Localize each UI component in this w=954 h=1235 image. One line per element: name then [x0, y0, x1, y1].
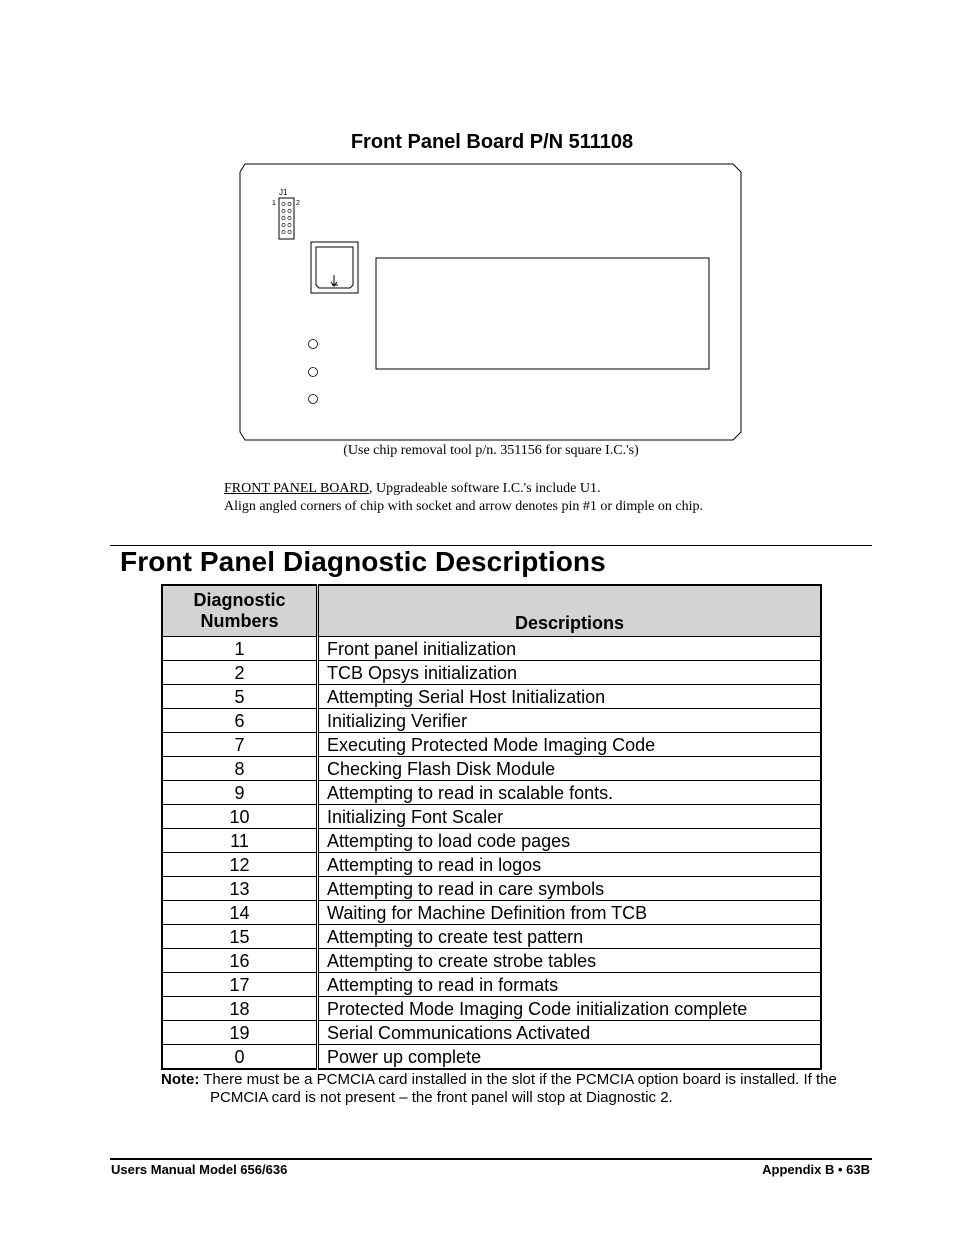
diagnostic-description: TCB Opsys initialization: [318, 661, 822, 685]
diagnostic-number: 1: [162, 637, 318, 661]
pin2-label: 2: [296, 200, 300, 207]
diagnostic-description: Attempting to read in scalable fonts.: [318, 781, 822, 805]
header-number-line2: Numbers: [200, 611, 279, 631]
diagnostic-number: 12: [162, 853, 318, 877]
diagnostic-description: Waiting for Machine Definition from TCB: [318, 901, 822, 925]
table-row: [162, 733, 821, 757]
table-row: [162, 1021, 821, 1045]
figure-note-line1: , Upgradeable software I.C.'s include U1.: [368, 481, 601, 496]
note-line2: PCMCIA card is not present – the front panel will stop at Diagnostic 2.: [210, 1089, 673, 1106]
table-row: [162, 901, 821, 925]
diagnostic-description: Executing Protected Mode Imaging Code: [318, 733, 822, 757]
diagnostic-description: Attempting to read in formats: [318, 973, 822, 997]
footer-divider: [110, 1158, 872, 1160]
diagnostic-number: 7: [162, 733, 318, 757]
header-diagnostic-numbers: [162, 585, 318, 637]
diagnostic-number: 10: [162, 805, 318, 829]
diagnostic-number: 15: [162, 925, 318, 949]
diagnostic-description: Initializing Font Scaler: [318, 805, 822, 829]
header-number-line1: Diagnostic: [193, 590, 286, 610]
diagnostic-number: 16: [162, 949, 318, 973]
diagnostic-description: Attempting to create test pattern: [318, 925, 822, 949]
figure-title: Front Panel Board P/N 511108: [350, 131, 634, 153]
table-row: [162, 925, 821, 949]
diagnostic-number: 5: [162, 685, 318, 709]
note: [161, 1071, 876, 1107]
table-row: [162, 685, 821, 709]
diagnostic-number: 17: [162, 973, 318, 997]
display-window: [376, 258, 709, 369]
header-descriptions: Descriptions: [318, 585, 822, 637]
footer-page-number: Appendix B • 63B: [762, 1162, 870, 1177]
note-line1: There must be a PCMCIA card installed in the slot if the PCMCIA option board is installed. If the: [199, 1071, 837, 1088]
diagnostic-table: [161, 584, 822, 1070]
j1-label: J1: [279, 188, 288, 197]
table-row: [162, 757, 821, 781]
table-row: [162, 853, 821, 877]
diagnostic-number: 19: [162, 1021, 318, 1045]
diagnostic-description: Initializing Verifier: [318, 709, 822, 733]
board-outline: [240, 164, 741, 440]
diagnostic-number: 2: [162, 661, 318, 685]
diagnostic-number: 11: [162, 829, 318, 853]
section-title: Front Panel Diagnostic Descriptions: [120, 546, 606, 577]
diagnostic-description: Power up complete: [318, 1045, 822, 1070]
j1-connector: [279, 198, 294, 239]
footer-manual-title: Users Manual Model 656/636: [111, 1162, 288, 1177]
figure-note-underlined: FRONT PANEL BOARD: [224, 481, 369, 496]
diagnostic-number: 13: [162, 877, 318, 901]
table-row: [162, 997, 821, 1021]
diagnostic-description: Attempting to read in logos: [318, 853, 822, 877]
table-row: [162, 829, 821, 853]
figure-note-line2: Align angled corners of chip with socket and arrow denotes pin #1 or dimple on chip.: [224, 499, 703, 514]
table-row: [162, 805, 821, 829]
diagnostic-description: Attempting Serial Host Initialization: [318, 685, 822, 709]
diagnostic-description: Attempting to load code pages: [318, 829, 822, 853]
table-row: [162, 949, 821, 973]
table-row: [162, 709, 821, 733]
diagnostic-number: 14: [162, 901, 318, 925]
diagnostic-description: Checking Flash Disk Module: [318, 757, 822, 781]
table-row: [162, 877, 821, 901]
led-3: [309, 395, 318, 404]
pin1-arrow-icon: [331, 275, 338, 286]
figure-caption: (Use chip removal tool p/n. 351156 for square I.C.'s): [343, 443, 639, 458]
j1-pins: [282, 202, 291, 233]
table-row: [162, 781, 821, 805]
diagnostic-description: Attempting to read in care symbols: [318, 877, 822, 901]
diagnostic-number: 18: [162, 997, 318, 1021]
diagnostic-description: Attempting to create strobe tables: [318, 949, 822, 973]
diagnostic-number: 9: [162, 781, 318, 805]
led-2: [309, 368, 318, 377]
table-row: [162, 973, 821, 997]
pin1-label: 1: [272, 200, 276, 207]
diagnostic-description: Serial Communications Activated: [318, 1021, 822, 1045]
table-header-row: [162, 585, 821, 637]
diagnostic-number: 6: [162, 709, 318, 733]
led-1: [309, 340, 318, 349]
figure-note: [224, 480, 703, 516]
table-row: [162, 637, 821, 661]
diagnostic-number: 8: [162, 757, 318, 781]
table-row: [162, 661, 821, 685]
diagnostic-number: 0: [162, 1045, 318, 1070]
table-row: [162, 1045, 821, 1070]
diagnostic-description: Protected Mode Imaging Code initialization complete: [318, 997, 822, 1021]
diagnostic-description: Front panel initialization: [318, 637, 822, 661]
front-panel-board-diagram: [237, 161, 745, 443]
note-label: Note:: [161, 1071, 200, 1088]
